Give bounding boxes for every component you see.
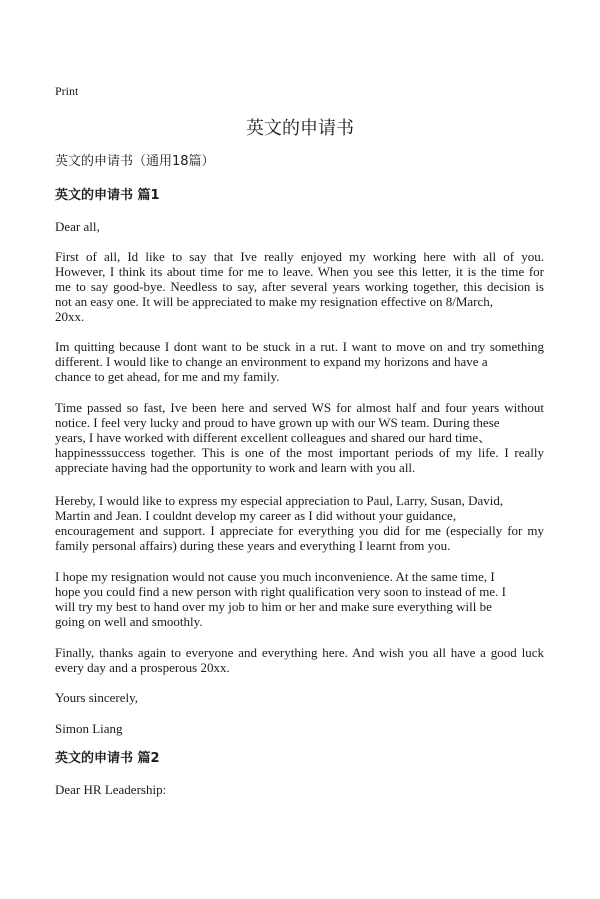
paragraph-line: will try my best to hand over my job to him or her and make sure everything will be bbox=[55, 599, 492, 614]
paragraph-line: notice. I feel very lucky and proud to have grown up with our WS team. During these bbox=[55, 415, 500, 430]
paragraph-line: appreciate having had the opportunity to work and learn with you all. bbox=[55, 460, 416, 475]
closing-1: Yours sincerely, bbox=[55, 690, 139, 705]
paragraph-line: years, I have worked with different excellent colleagues and shared our hard time、 bbox=[55, 430, 492, 445]
paragraph-line: going on well and smoothly. bbox=[55, 614, 203, 629]
paragraph-line: happinesssuccess together. This is one of the most important periods of my life. I really bbox=[55, 445, 544, 460]
paragraph-line: 20xx. bbox=[55, 309, 85, 324]
paragraph-line: not an easy one. It will be appreciated to make my resignation effective on 8/March, bbox=[55, 294, 493, 309]
paragraph-line: every day and a prosperous 20xx. bbox=[55, 660, 230, 675]
paragraph-line: First of all, Id like to say that Ive really enjoyed my working here with all of you. bbox=[55, 249, 544, 264]
paragraph-line: family personal affairs) during these years and everything I learnt from you. bbox=[55, 538, 451, 553]
paragraph-line: encouragement and support. I appreciate for everything you did for me (especially for my bbox=[55, 523, 544, 538]
paragraph-line: Time passed so fast, Ive been here and served WS for almost half and four years without bbox=[55, 400, 544, 415]
signature-1: Simon Liang bbox=[55, 721, 123, 736]
print-link[interactable]: Print bbox=[55, 84, 79, 98]
paragraph-line: Im quitting because I dont want to be stuck in a rut. I want to move on and try something bbox=[55, 339, 544, 354]
paragraph-line: Martin and Jean. I couldnt develop my career as I did without your guidance, bbox=[55, 508, 457, 523]
paragraph-line: Hereby, I would like to express my especial appreciation to Paul, Larry, Susan, David, bbox=[55, 493, 504, 508]
document-title: 英文的申请书 bbox=[246, 118, 354, 139]
paragraph-line: different. I would like to change an environment to expand my horizons and have a bbox=[55, 354, 488, 369]
greeting-1: Dear all, bbox=[55, 219, 100, 234]
section-heading-2: 英文的申请书 篇2 bbox=[55, 751, 160, 766]
section-heading-1: 英文的申请书 篇1 bbox=[55, 188, 160, 203]
paragraph-line: Finally, thanks again to everyone and everything here. And wish you all have a good luck bbox=[55, 645, 544, 660]
paragraph-line: chance to get ahead, for me and my family. bbox=[55, 369, 280, 384]
greeting-2: Dear HR Leadership: bbox=[55, 782, 167, 797]
paragraph-line: However, I think its about time for me to leave. When you see this letter, it is the time for bbox=[55, 264, 544, 279]
paragraph-line: me to say good-bye. Needless to say, after several years working together, this decision is bbox=[55, 279, 544, 294]
paragraph-line: hope you could find a new person with right qualification very soon to instead of me. I bbox=[55, 584, 506, 599]
document-subtitle: 英文的申请书（通用18篇） bbox=[55, 154, 215, 169]
paragraph-line: I hope my resignation would not cause you much inconvenience. At the same time, I bbox=[55, 569, 495, 584]
